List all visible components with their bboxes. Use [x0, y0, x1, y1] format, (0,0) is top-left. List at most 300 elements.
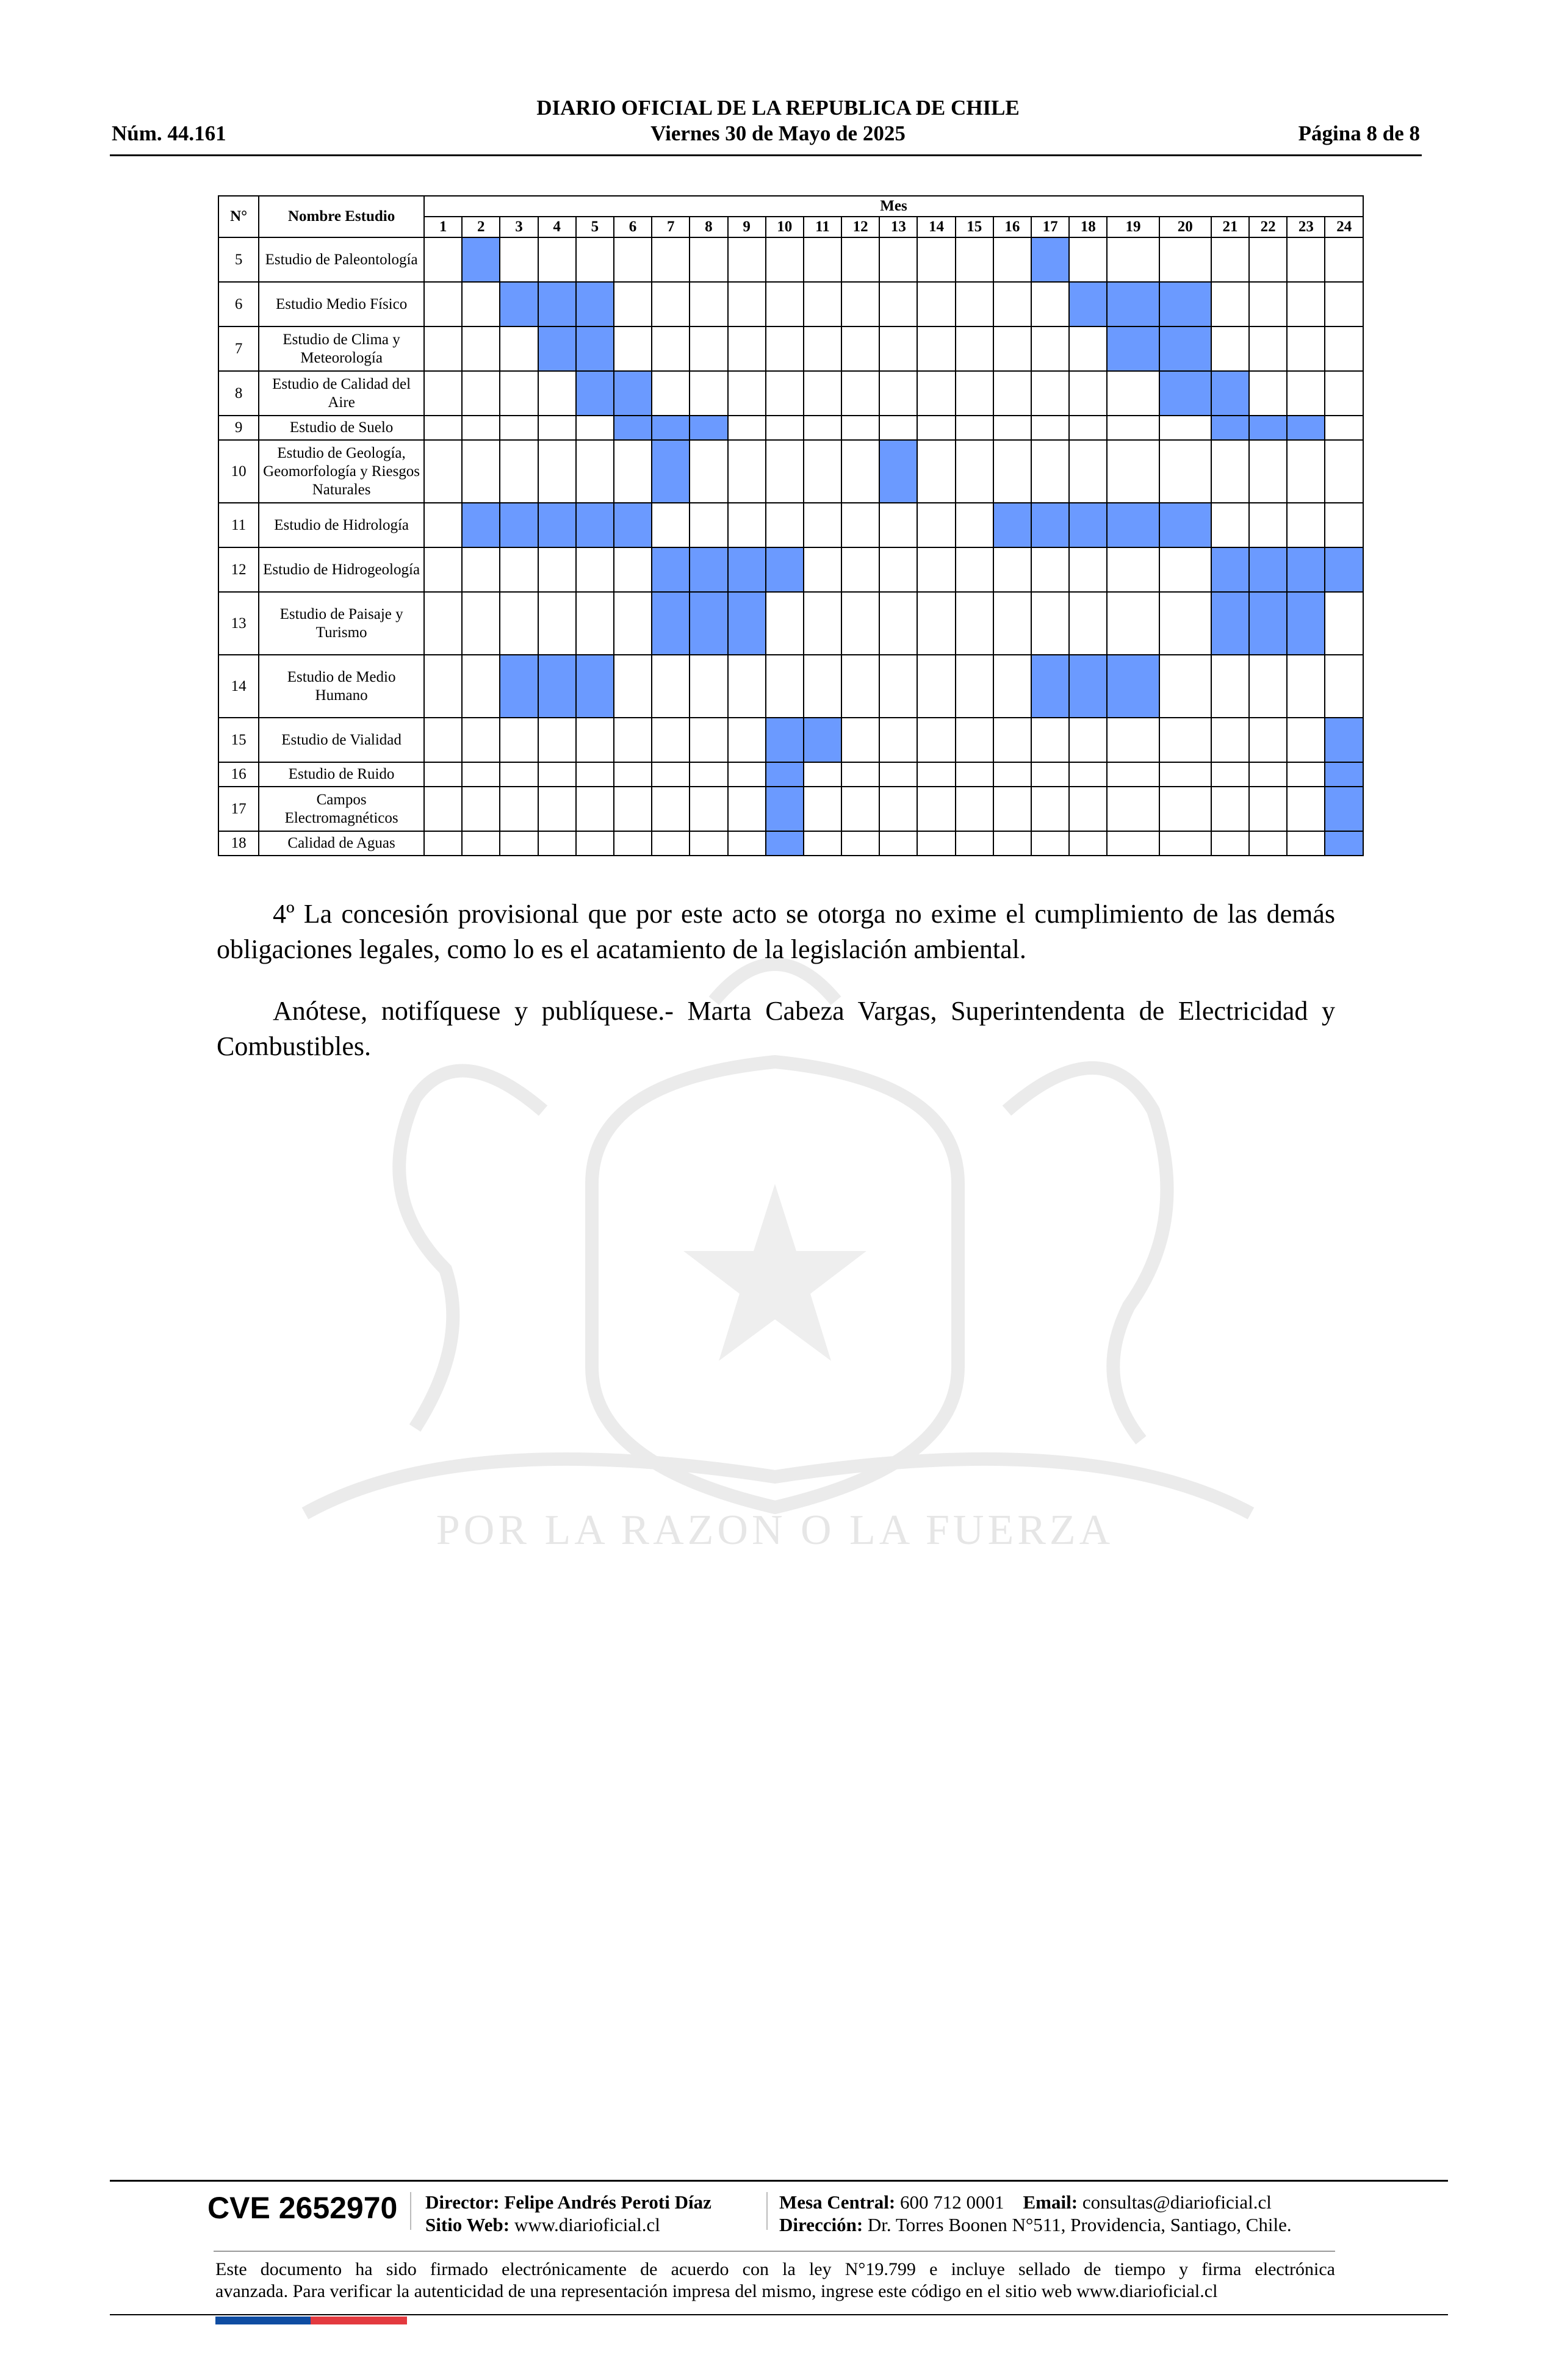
month-header: 18	[1069, 217, 1107, 237]
month-cell	[1325, 371, 1363, 416]
month-cell	[576, 787, 614, 831]
month-cell	[1249, 237, 1287, 282]
footer-director-block	[425, 2191, 711, 2236]
month-cell	[728, 326, 766, 371]
scheduled-month-cell	[1159, 282, 1211, 326]
month-cell	[1287, 503, 1325, 547]
scheduled-month-cell	[766, 787, 804, 831]
month-cell	[1107, 718, 1159, 762]
scheduled-month-cell	[500, 655, 538, 718]
month-cell	[1031, 371, 1069, 416]
month-header: 5	[576, 217, 614, 237]
scheduled-month-cell	[1325, 547, 1363, 592]
month-cell	[1069, 326, 1107, 371]
month-cell	[1249, 326, 1287, 371]
month-cell	[993, 718, 1031, 762]
scheduled-month-cell	[1031, 237, 1069, 282]
scheduled-month-cell	[993, 503, 1031, 547]
month-cell	[1107, 371, 1159, 416]
table-row	[218, 371, 1363, 416]
month-header: 24	[1325, 217, 1363, 237]
month-cell	[538, 371, 576, 416]
month-cell	[424, 282, 462, 326]
table-row	[218, 326, 1363, 371]
month-cell	[538, 762, 576, 787]
month-cell	[690, 787, 727, 831]
table-row	[218, 503, 1363, 547]
month-header: 15	[956, 217, 993, 237]
scheduled-month-cell	[538, 503, 576, 547]
month-cell	[614, 831, 652, 856]
month-cell	[1249, 831, 1287, 856]
month-header: 20	[1159, 217, 1211, 237]
issue-date: Viernes 30 de Mayo de 2025	[650, 121, 906, 145]
month-cell	[690, 282, 727, 326]
scheduled-month-cell	[1249, 547, 1287, 592]
study-number: 16	[218, 762, 259, 787]
month-cell	[956, 655, 993, 718]
study-name: Estudio de Ruido	[259, 762, 424, 787]
scheduled-month-cell	[766, 547, 804, 592]
month-cell	[1159, 831, 1211, 856]
month-cell	[500, 787, 538, 831]
month-cell	[804, 592, 841, 655]
footer-contact-block	[779, 2191, 1292, 2236]
month-cell	[1211, 282, 1249, 326]
month-cell	[690, 655, 727, 718]
scheduled-month-cell	[614, 416, 652, 440]
month-cell	[1325, 282, 1363, 326]
month-cell	[841, 718, 879, 762]
month-cell	[879, 371, 917, 416]
scheduled-month-cell	[690, 416, 727, 440]
month-cell	[614, 655, 652, 718]
month-cell	[956, 440, 993, 503]
month-cell	[917, 547, 955, 592]
month-cell	[841, 592, 879, 655]
scheduled-month-cell	[1211, 371, 1249, 416]
month-cell	[804, 762, 841, 787]
month-cell	[804, 547, 841, 592]
month-cell	[1069, 718, 1107, 762]
address-label: Dirección:	[779, 2214, 863, 2235]
month-cell	[462, 831, 500, 856]
scheduled-month-cell	[652, 440, 690, 503]
month-cell	[1031, 718, 1069, 762]
month-cell	[424, 440, 462, 503]
month-cell	[1159, 718, 1211, 762]
scheduled-month-cell	[1211, 592, 1249, 655]
scheduled-month-cell	[1287, 547, 1325, 592]
month-cell	[879, 787, 917, 831]
seal-motto: POR LA RAZON O LA FUERZA	[436, 1507, 1114, 1554]
month-cell	[879, 282, 917, 326]
month-cell	[993, 371, 1031, 416]
month-header: 3	[500, 217, 538, 237]
paragraph-signature-text: Anótese, notifíquese y publíquese.- Marta Cabeza Vargas, Superintendenta de Electricidad y Combustibles.	[217, 996, 1335, 1061]
website-label: Sitio Web:	[425, 2214, 510, 2235]
month-cell	[614, 762, 652, 787]
month-cell	[614, 326, 652, 371]
month-cell	[1159, 592, 1211, 655]
website-link[interactable]: www.diarioficial.cl	[514, 2214, 660, 2235]
month-cell	[1211, 655, 1249, 718]
month-cell	[1211, 237, 1249, 282]
month-cell	[1287, 440, 1325, 503]
month-cell	[993, 237, 1031, 282]
study-name: Calidad de Aguas	[259, 831, 424, 856]
month-cell	[576, 718, 614, 762]
month-cell	[500, 718, 538, 762]
scheduled-month-cell	[1107, 503, 1159, 547]
scheduled-month-cell	[1211, 416, 1249, 440]
month-cell	[993, 831, 1031, 856]
month-cell	[956, 762, 993, 787]
month-cell	[652, 831, 690, 856]
month-cell	[652, 503, 690, 547]
month-cell	[766, 326, 804, 371]
month-cell	[956, 326, 993, 371]
month-header: 19	[1107, 217, 1159, 237]
month-cell	[462, 326, 500, 371]
month-cell	[956, 371, 993, 416]
scheduled-month-cell	[1325, 787, 1363, 831]
table-row	[218, 282, 1363, 326]
paragraph-concession-text: 4º La concesión provisional que por este acto se otorga no exime el cumplimiento de las demás obligaciones legales, como lo es el acatamiento de la legislación ambiental.	[217, 899, 1335, 964]
month-cell	[462, 371, 500, 416]
scheduled-month-cell	[576, 503, 614, 547]
month-cell	[1107, 762, 1159, 787]
scheduled-month-cell	[538, 655, 576, 718]
month-cell	[879, 237, 917, 282]
month-header: 4	[538, 217, 576, 237]
month-cell	[917, 503, 955, 547]
study-name: Estudio de Hidrogeología	[259, 547, 424, 592]
email-address[interactable]: consultas@diarioficial.cl	[1082, 2191, 1272, 2213]
month-header: 21	[1211, 217, 1249, 237]
month-cell	[879, 503, 917, 547]
study-name: Estudio de Vialidad	[259, 718, 424, 762]
month-cell	[917, 762, 955, 787]
month-cell	[993, 762, 1031, 787]
month-cell	[956, 787, 993, 831]
table-row	[218, 762, 1363, 787]
month-cell	[956, 592, 993, 655]
study-number: 14	[218, 655, 259, 718]
month-cell	[1031, 762, 1069, 787]
email-label: Email:	[1023, 2191, 1078, 2213]
month-cell	[956, 831, 993, 856]
month-cell	[614, 592, 652, 655]
study-number: 6	[218, 282, 259, 326]
month-cell	[614, 718, 652, 762]
month-cell	[728, 416, 766, 440]
scheduled-month-cell	[1107, 655, 1159, 718]
month-cell	[1069, 440, 1107, 503]
scheduled-month-cell	[766, 718, 804, 762]
month-cell	[993, 592, 1031, 655]
study-number: 13	[218, 592, 259, 655]
month-cell	[766, 440, 804, 503]
month-cell	[917, 371, 955, 416]
scheduled-month-cell	[652, 547, 690, 592]
month-cell	[462, 440, 500, 503]
month-cell	[1031, 592, 1069, 655]
footer-middle-rule	[214, 2251, 1335, 2252]
scheduled-month-cell	[766, 762, 804, 787]
month-cell	[424, 416, 462, 440]
month-header: 2	[462, 217, 500, 237]
month-cell	[728, 440, 766, 503]
footer-separator	[766, 2192, 768, 2230]
month-cell	[879, 718, 917, 762]
month-cell	[728, 655, 766, 718]
month-cell	[424, 237, 462, 282]
footer-separator	[410, 2192, 411, 2230]
month-cell	[766, 371, 804, 416]
table-header-row	[218, 196, 1363, 217]
month-cell	[538, 718, 576, 762]
scheduled-month-cell	[1159, 371, 1211, 416]
study-schedule-table	[218, 195, 1364, 856]
month-cell	[879, 547, 917, 592]
month-cell	[424, 831, 462, 856]
newspaper-title: DIARIO OFICIAL DE LA REPUBLICA DE CHILE	[536, 96, 1020, 120]
month-cell	[766, 282, 804, 326]
month-cell	[1287, 371, 1325, 416]
month-cell	[576, 237, 614, 282]
month-cell	[652, 762, 690, 787]
month-cell	[424, 718, 462, 762]
month-cell	[652, 371, 690, 416]
month-cell	[690, 440, 727, 503]
month-cell	[917, 282, 955, 326]
month-cell	[956, 416, 993, 440]
study-name: Estudio de Calidad del Aire	[259, 371, 424, 416]
scheduled-month-cell	[1069, 655, 1107, 718]
scheduled-month-cell	[1249, 416, 1287, 440]
month-cell	[766, 416, 804, 440]
month-cell	[1069, 787, 1107, 831]
month-cell	[1107, 547, 1159, 592]
month-cell	[576, 440, 614, 503]
month-header: 1	[424, 217, 462, 237]
study-number: 10	[218, 440, 259, 503]
issue-number: Núm. 44.161	[112, 121, 226, 145]
month-cell	[804, 326, 841, 371]
month-cell	[1287, 282, 1325, 326]
month-cell	[841, 237, 879, 282]
month-cell	[462, 655, 500, 718]
month-cell	[1287, 655, 1325, 718]
month-cell	[728, 237, 766, 282]
month-cell	[1031, 831, 1069, 856]
address-text: Dr. Torres Boonen N°511, Providencia, Santiago, Chile.	[867, 2214, 1292, 2235]
month-cell	[462, 787, 500, 831]
month-cell	[728, 503, 766, 547]
month-cell	[462, 547, 500, 592]
month-header: 22	[1249, 217, 1287, 237]
month-header: 17	[1031, 217, 1069, 237]
month-cell	[500, 371, 538, 416]
scheduled-month-cell	[1325, 762, 1363, 787]
month-cell	[728, 718, 766, 762]
month-cell	[956, 718, 993, 762]
scheduled-month-cell	[538, 326, 576, 371]
month-cell	[690, 762, 727, 787]
month-cell	[652, 237, 690, 282]
scheduled-month-cell	[1031, 503, 1069, 547]
month-cell	[841, 326, 879, 371]
month-cell	[917, 592, 955, 655]
month-cell	[1159, 547, 1211, 592]
month-header: 12	[841, 217, 879, 237]
month-cell	[462, 718, 500, 762]
month-cell	[841, 371, 879, 416]
scheduled-month-cell	[576, 371, 614, 416]
month-cell	[804, 282, 841, 326]
director-name: Felipe Andrés Peroti Díaz	[504, 2191, 711, 2213]
month-cell	[1249, 762, 1287, 787]
scheduled-month-cell	[1159, 326, 1211, 371]
month-cell	[841, 416, 879, 440]
month-cell	[652, 718, 690, 762]
table-row	[218, 547, 1363, 592]
month-header: 14	[917, 217, 955, 237]
month-cell	[1107, 416, 1159, 440]
month-cell	[652, 655, 690, 718]
month-cell	[917, 787, 955, 831]
month-cell	[993, 655, 1031, 718]
month-cell	[614, 282, 652, 326]
scheduled-month-cell	[1031, 655, 1069, 718]
month-header: 8	[690, 217, 727, 237]
study-number: 15	[218, 718, 259, 762]
month-cell	[1031, 416, 1069, 440]
month-cell	[1249, 655, 1287, 718]
month-cell	[804, 787, 841, 831]
month-cell	[804, 416, 841, 440]
month-cell	[1249, 718, 1287, 762]
month-cell	[652, 282, 690, 326]
month-cell	[1249, 282, 1287, 326]
month-cell	[614, 787, 652, 831]
month-cell	[1159, 787, 1211, 831]
month-header: 11	[804, 217, 841, 237]
table-row	[218, 655, 1363, 718]
scheduled-month-cell	[576, 282, 614, 326]
month-cell	[1031, 787, 1069, 831]
month-cell	[576, 831, 614, 856]
month-cell	[917, 237, 955, 282]
month-cell	[1287, 326, 1325, 371]
month-cell	[500, 831, 538, 856]
month-cell	[1249, 503, 1287, 547]
month-cell	[728, 371, 766, 416]
flag-stripe-red	[311, 2317, 407, 2324]
study-number: 9	[218, 416, 259, 440]
scheduled-month-cell	[614, 503, 652, 547]
study-name: Estudio de Paleontología	[259, 237, 424, 282]
month-cell	[766, 503, 804, 547]
month-cell	[1159, 416, 1211, 440]
month-cell	[804, 371, 841, 416]
study-name: Estudio de Suelo	[259, 416, 424, 440]
study-number: 17	[218, 787, 259, 831]
scheduled-month-cell	[652, 416, 690, 440]
month-cell	[1159, 762, 1211, 787]
month-cell	[1287, 831, 1325, 856]
month-cell	[804, 237, 841, 282]
month-cell	[538, 787, 576, 831]
month-cell	[538, 547, 576, 592]
month-cell	[500, 440, 538, 503]
month-header: 10	[766, 217, 804, 237]
study-number: 8	[218, 371, 259, 416]
month-cell	[690, 371, 727, 416]
month-cell	[1325, 592, 1363, 655]
scheduled-month-cell	[690, 547, 727, 592]
month-cell	[614, 440, 652, 503]
month-cell	[1211, 831, 1249, 856]
month-cell	[424, 592, 462, 655]
month-cell	[728, 282, 766, 326]
scheduled-month-cell	[728, 592, 766, 655]
month-cell	[462, 762, 500, 787]
month-cell	[1107, 787, 1159, 831]
month-cell	[1069, 547, 1107, 592]
phone-number: 600 712 0001	[900, 2191, 1004, 2213]
month-cell	[841, 762, 879, 787]
month-header: 9	[728, 217, 766, 237]
month-cell	[728, 787, 766, 831]
page-indicator: Página 8 de 8	[1298, 121, 1420, 145]
month-cell	[841, 440, 879, 503]
scheduled-month-cell	[1107, 282, 1159, 326]
month-cell	[917, 440, 955, 503]
month-header: 16	[993, 217, 1031, 237]
scheduled-month-cell	[500, 503, 538, 547]
month-cell	[841, 547, 879, 592]
month-cell	[538, 592, 576, 655]
month-cell	[879, 326, 917, 371]
name-column-header: Nombre Estudio	[259, 196, 424, 237]
study-number: 5	[218, 237, 259, 282]
month-cell	[690, 831, 727, 856]
month-cell	[1325, 440, 1363, 503]
month-cell	[424, 326, 462, 371]
study-number: 12	[218, 547, 259, 592]
month-cell	[1107, 592, 1159, 655]
month-cell	[538, 416, 576, 440]
month-cell	[500, 547, 538, 592]
month-cell	[917, 326, 955, 371]
month-cell	[1249, 787, 1287, 831]
study-name: Estudio Medio Físico	[259, 282, 424, 326]
month-header: 13	[879, 217, 917, 237]
table-row	[218, 787, 1363, 831]
scheduled-month-cell	[1107, 326, 1159, 371]
month-cell	[500, 237, 538, 282]
disclaimer-line-2: avanzada. Para verificar la autenticidad de una representación impresa del mismo, ingrese este código en el sitio web www.diarioficial.cl	[215, 2281, 1218, 2301]
month-cell	[1031, 326, 1069, 371]
month-cell	[879, 592, 917, 655]
footer-bottom-rule	[110, 2314, 1448, 2315]
month-cell	[1107, 831, 1159, 856]
month-cell	[993, 547, 1031, 592]
study-number: 7	[218, 326, 259, 371]
month-cell	[500, 592, 538, 655]
